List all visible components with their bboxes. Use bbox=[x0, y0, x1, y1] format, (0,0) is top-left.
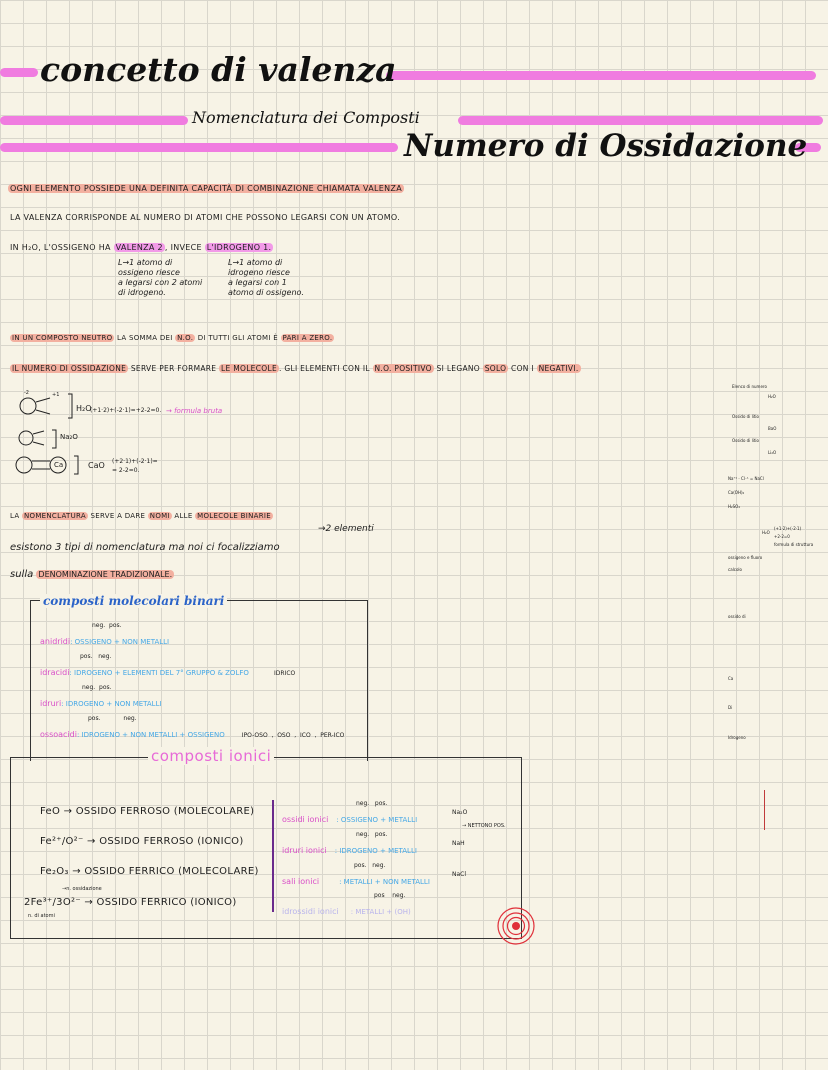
line-2: LA VALENZA CORRISPONDE AL NUMERO DI ATOMI CHE POSSONO LEGARSI CON UN ATOMO. bbox=[10, 213, 401, 222]
ionic-ex-na2o: Na₂O bbox=[452, 809, 468, 816]
sidebar-note-12: +2-2=0 bbox=[774, 534, 790, 539]
ox-h-label: +1 bbox=[52, 392, 60, 398]
sidebar-note-6: Li₂O bbox=[768, 450, 777, 455]
sidebar-note-16: ossido di bbox=[728, 614, 746, 619]
binary-box-title: composti molecolari binari bbox=[40, 594, 227, 608]
ionic-left-1: FeO → OSSIDO FERROSO (MOLECOLARE) bbox=[40, 806, 255, 817]
ox-o-label: -2 bbox=[24, 390, 29, 396]
cao-sum-1: (+2·1)+(-2·1)= bbox=[112, 458, 158, 465]
ionic-ex-nacl: NaCl bbox=[452, 871, 467, 878]
h2o-sum: (+1·2)+(-2·1)=+2-2=0. bbox=[90, 407, 162, 414]
line-6: LA NOMENCLATURA SERVE A DARE NOMI ALLE MOLECOLE BINARIE bbox=[10, 512, 271, 520]
sidebar-note-3: Ossido di litio bbox=[732, 414, 759, 419]
ionic-left-4: 2Fe³⁺/3O²⁻ → OSSIDO FERRICO (IONICO) bbox=[24, 897, 237, 908]
sidebar-note-11: (+1·2)+(-2·1) bbox=[774, 526, 802, 531]
ionic-right-note: → NETTONO POS. bbox=[462, 823, 506, 829]
ionic-left-2: Fe²⁺/O²⁻ → OSSIDO FERROSO (IONICO) bbox=[40, 836, 244, 847]
sidebar-note-13: formula di struttura bbox=[774, 542, 814, 547]
line-5: IL NUMERO DI OSSIDAZIONE SERVE PER FORMARE LE MOLECOLE . GLI ELEMENTI CON IL N.O. POSITIVO SI LEGANO SOLO CON I NEGATIVI. bbox=[12, 364, 579, 373]
ionic-right-idrossidi: pos neg. idrossidi ionici : METALLI + (OH) bbox=[282, 892, 411, 916]
sidebar-note-8: Ca(OH)₂ bbox=[728, 490, 745, 495]
cao-sum-2: = 2-2=0. bbox=[112, 467, 140, 474]
h2o-formula: H₂O bbox=[76, 404, 92, 413]
line-8: sulla DENOMINAZIONE TRADIZIONALE. bbox=[10, 569, 173, 580]
sidebar-note-17: Ca bbox=[728, 676, 734, 681]
ionic-right-sali: pos. neg. sali ionici : METALLI + NON METALLI bbox=[282, 862, 430, 886]
binary-row-ossoacidi: pos. neg. ossoacidi: IDROGENO + NON METALLI + OSSIGENO IPO-OSO , OSO , ICO , PER-ICO bbox=[40, 715, 345, 739]
sidebar-note-19: Idrogeno bbox=[728, 735, 746, 740]
ionic-ex-nah: NaH bbox=[452, 840, 465, 847]
sidebar-note-5: Ossido di litio bbox=[732, 438, 759, 443]
cao-sketch bbox=[16, 456, 78, 474]
ionic-right-idruri: neg. pos. idruri ionici : IDROGENO + METALLI bbox=[282, 831, 417, 855]
ionic-divider bbox=[272, 800, 274, 912]
line-4: IN UN COMPOSTO NEUTRO LA SOMMA DEI N.O. DI TUTTI GLI ATOMI È PARI A ZERO. bbox=[12, 334, 333, 342]
ionic-right-ossidi: neg. pos. ossidi ionici : OSSIGENO + METALLI bbox=[282, 800, 418, 824]
page-title: concetto di valenza bbox=[40, 50, 397, 89]
na2o-sketch bbox=[19, 430, 56, 448]
ionic-left-note-2: n. di atomi bbox=[28, 913, 55, 919]
ionic-left-note-1: →n. ossidazione bbox=[62, 886, 102, 892]
line-7: esistono 3 tipi di nomenclatura ma noi ci focalizziamo bbox=[10, 542, 280, 553]
na2o-formula: Na₂O bbox=[60, 433, 78, 441]
note-oxygen: L→1 atomo di ossigeno riesce a legarsi con 2 atomi di idrogeno. bbox=[118, 258, 203, 297]
ca-symbol: Ca bbox=[54, 461, 64, 469]
sidebar-note-15: calcolo bbox=[728, 567, 742, 572]
note-hydrogen: L→1 atomo di idrogeno riesce a legarsi con 1 atomo di ossigeno. bbox=[228, 258, 304, 297]
line-1: OGNI ELEMENTO POSSIEDE UNA DEFINITA CAPACITÀ DI COMBINAZIONE CHIAMATA VALENZA bbox=[10, 184, 402, 193]
ionic-compounds-box bbox=[10, 757, 522, 939]
h2o-sketch bbox=[20, 394, 72, 418]
ionic-left-3: Fe₂O₃ → OSSIDO FERRICO (MOLECOLARE) bbox=[40, 866, 259, 877]
header-bar-2-left bbox=[0, 116, 188, 125]
header-bar-3-left bbox=[0, 143, 398, 152]
sidebar-note-1: Elenco di numero bbox=[732, 384, 767, 389]
arrow-2-elements: →2 elementi bbox=[318, 524, 374, 534]
sidebar-note-10: H₂O bbox=[762, 530, 770, 535]
header-bar-1-right bbox=[386, 71, 816, 80]
sidebar-note-2: H₂O bbox=[768, 394, 776, 399]
title-2: Numero di Ossidazione bbox=[404, 128, 808, 164]
ionic-box-title: composti ionici bbox=[148, 747, 274, 765]
sidebar-note-9: H₂SO₄ bbox=[728, 504, 740, 509]
sidebar-divider bbox=[764, 790, 765, 830]
cao-formula: CaO bbox=[88, 461, 105, 470]
binary-row-idracidi: pos. neg. idracidi: IDROGENO + ELEMENTI DEL 7° GRUPPO & ZOLFO IDRICO bbox=[40, 653, 296, 677]
h2o-note: → formula bruta bbox=[166, 407, 223, 415]
subtitle: Nomenclatura dei Composti bbox=[192, 108, 420, 127]
binary-row-anidridi: neg. pos. anidridi: OSSIGENO + NON METALLI bbox=[40, 622, 170, 646]
sidebar-note-7: Na⁺¹ · Cl⁻¹ = NaCl bbox=[728, 476, 764, 481]
sidebar-note-4: BaO bbox=[768, 426, 777, 431]
header-bar-1-left bbox=[0, 68, 38, 77]
line-3: IN H₂O, L'OSSIGENO HA VALENZA 2 , INVECE L'IDROGENO 1. bbox=[10, 243, 272, 252]
sidebar-note-14: ossigeno e fluoro bbox=[728, 555, 763, 560]
target-icon bbox=[496, 906, 536, 946]
sidebar-note-18: Di bbox=[728, 705, 733, 710]
binary-row-idruri: neg. pos. idruri: IDROGENO + NON METALLI bbox=[40, 684, 162, 708]
header-bar-2-right bbox=[458, 116, 823, 125]
